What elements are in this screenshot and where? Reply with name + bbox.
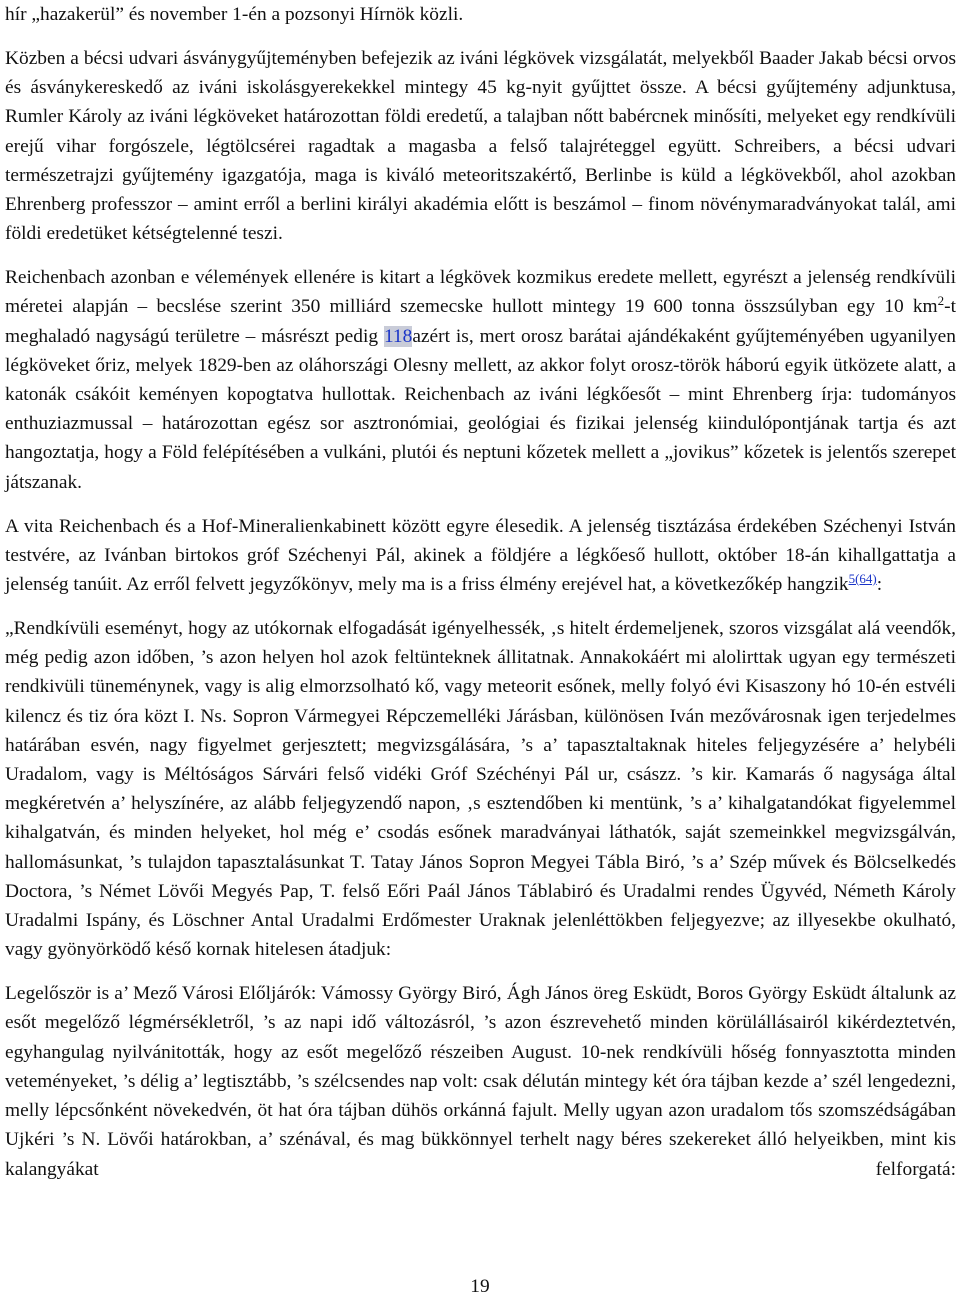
superscript-2: 2 bbox=[937, 293, 945, 309]
paragraph-text: : bbox=[876, 574, 883, 596]
paragraph-quoted-record: „Rendkívüli eseményt, hogy az utókornak elfogadását igényelhessék, ‚s hitelt érdemeljenek, szoros vizsgálat alá veendők, még pedig azon időben, ’s azon helyen hol azok feltünteknek állitatnak. Annakokáért mi alolirttak ugyan egy természeti rendkivüli tüneménynek, vagy is alig elmorzsolható kő, vagy meteorit esőnek, melly folyó évi Kisaszony hó 10-én estvéli kilencz és tiz óra közt I. Ns. Sopron Vármegyei Répczemelléki Járásban, különösen Iván mezővárosnak igen terjedelmes határában esvén, nagy figyelmet gerjesztett; megvizsgálására, ’s a’ tapasztaltaknak hiteles feljegyzésére a’ helybéli Uradalom, vagy is Méltóságos Sárvári felső vidéki Gróf Széchényi Pál ur, császz. ’s kir. Kamarás ő nagysága által megkéretvén a’ helyszínére, az alább feljegyzendő napon, ‚s esztendőben ki mentünk, ’s a’ kihalgatandókat figyelemmel kihalgatván, és minden helyeket, hol még e’ csodás esőnek maradványai láthatók, saját szemeinkkel megvizsgálván, hallomásunkat, ’s tulajdon tapasztalásunkat T. Tatay János Sopron Megyei Tábla Biró, ’s a’ Szép művek és Bölcselkedés Doctora, ’s Német Lövői Megyés Pap, T. felső Eőri Paál János Táblabiró és Uradalmi rendes Ügyvéd, Németh Károly Uradalmi Ispány, és Löschner Antal Uradalmi Erdőmester Uraknak jelenléttökben feljegyezve; az illyesekbe okulható, vagy gyönyörködő késő kornak hitelesen átadjuk: bbox=[5, 618, 956, 961]
footnote-link[interactable]: 5(64) bbox=[848, 570, 877, 586]
paragraph-reichenbach bbox=[5, 263, 956, 497]
paragraph-dispute bbox=[5, 512, 956, 600]
page-number: 19 bbox=[470, 1276, 490, 1297]
paragraph-vienna-analysis: Közben a bécsi udvari ásványgyűjteményben befejezik az iváni légkövek vizsgálatát, melyekből Baader Jakab bécsi orvos és ásványkereskedő az iváni iskolásgyerekekkel mintegy 45 kg-nyit gyűjttet össze. A bécsi gyűjtemény adjunktusa, Rumler Károly az iváni légköveket határozottan földi eredetű, a talajban nőtt babércnek minősíti, melyeket egy rendkívüli erejű vihar forgószele, légtölcsérei ragadtak a magasba a felső talajréteggel együtt. Schreibers, a bécsi udvari természetrajzi gyűjtemény igazgatója, maga is kiváló meteoritszakértő, Berlinbe is küld a légkövekből, ahol azokban Ehrenberg professzor – amint erről a berlini királyi akadémia előtt is beszámol – finom növénymaradványokat talál, ami földi eredetüket kétségtelenné teszi. bbox=[5, 48, 956, 245]
paragraph-text: azért is, mert orosz barátai ajándékaként gyűjteményében ugyanilyen légköveket őriz, melyek 1829-ben az oláhországi Olesny mellett, az akkor folyt orosz-török háború egyik ütközete alatt, a katonák csákóit keményen kopogtatva hullottak. Reichenbach az iváni légkőesőt – mint Ehrenberg írja: tudományos enthuziazmussal – határozottan egész sor asztronómiai, geológiai és fizikai jelenség kiindulópontjának tartja és azt hangoztatja, hogy a Föld felépítésében a vulkáni, plutói és neptuni kőzetek mellett a „jovikus” kőzetek is jelentős szerepet játszanak. bbox=[5, 325, 956, 493]
page-marker-link[interactable]: 118 bbox=[383, 325, 413, 347]
paragraph-witnesses: Legelőször is a’ Mező Városi Előljárók: Vámossy György Biró, Ágh János öreg Esküdt, Boros György Esküdt általunk az esőt megelőző légmérsékletről, ’s az napi idő változásról, ’s azon észrevehető minden körülállásairól kikérdeztetvén, egyhangulag nyilvánitották, hogy az esőt megelőző részeiben August. 10-nek rendkívüli hőség fonnyasztotta minden veteményeket, ’s délig a’ legtisztább, ’s szélcsendes nap volt: csak délután mintegy két óra tájban kezde a’ szél lengedezni, melly lépcsőnként növekedvén, öt hat óra tájban dühös orkánná fajult. Melly ugyan azon uradalom tős szomszédságában Ujkéri ’s N. Lövői határokban, a’ szénával, és mag bükkönnyel terhelt nagy béres szekereket álló helyeikben, mint kis kalangyákat felforgatá: bbox=[5, 983, 956, 1180]
paragraph-text: A vita Reichenbach és a Hof-Mineralienkabinett között egyre élesedik. A jelenség tisztázása érdekében Széchenyi István testvére, az Ivánban birtokos gróf Széchenyi Pál, akinek a földjére a légkőeső hullott, október 18-án kihallgattatja a jelenség tanúit. Az erről felvett jegyzőkönyv, mely ma is a friss élmény erejével hat, a következőkép hangzik bbox=[5, 515, 956, 596]
document-page bbox=[5, 0, 956, 1184]
paragraph-fragment-top: hír „hazakerül” és november 1-én a pozsonyi Hírnök közli. bbox=[5, 4, 464, 25]
paragraph-text: -t meghaladó nagyságú területre – másrészt pedig bbox=[5, 296, 956, 347]
paragraph-text: Reichenbach azonban e vélemények ellenére is kitart a légkövek kozmikus eredete mellett, egyrészt a jelenség rendkívüli méretei alapján – becslése szerint 350 milliárd szemecske hullott mintegy 19 600 tonna összsúlyban egy 10 km bbox=[5, 267, 956, 318]
